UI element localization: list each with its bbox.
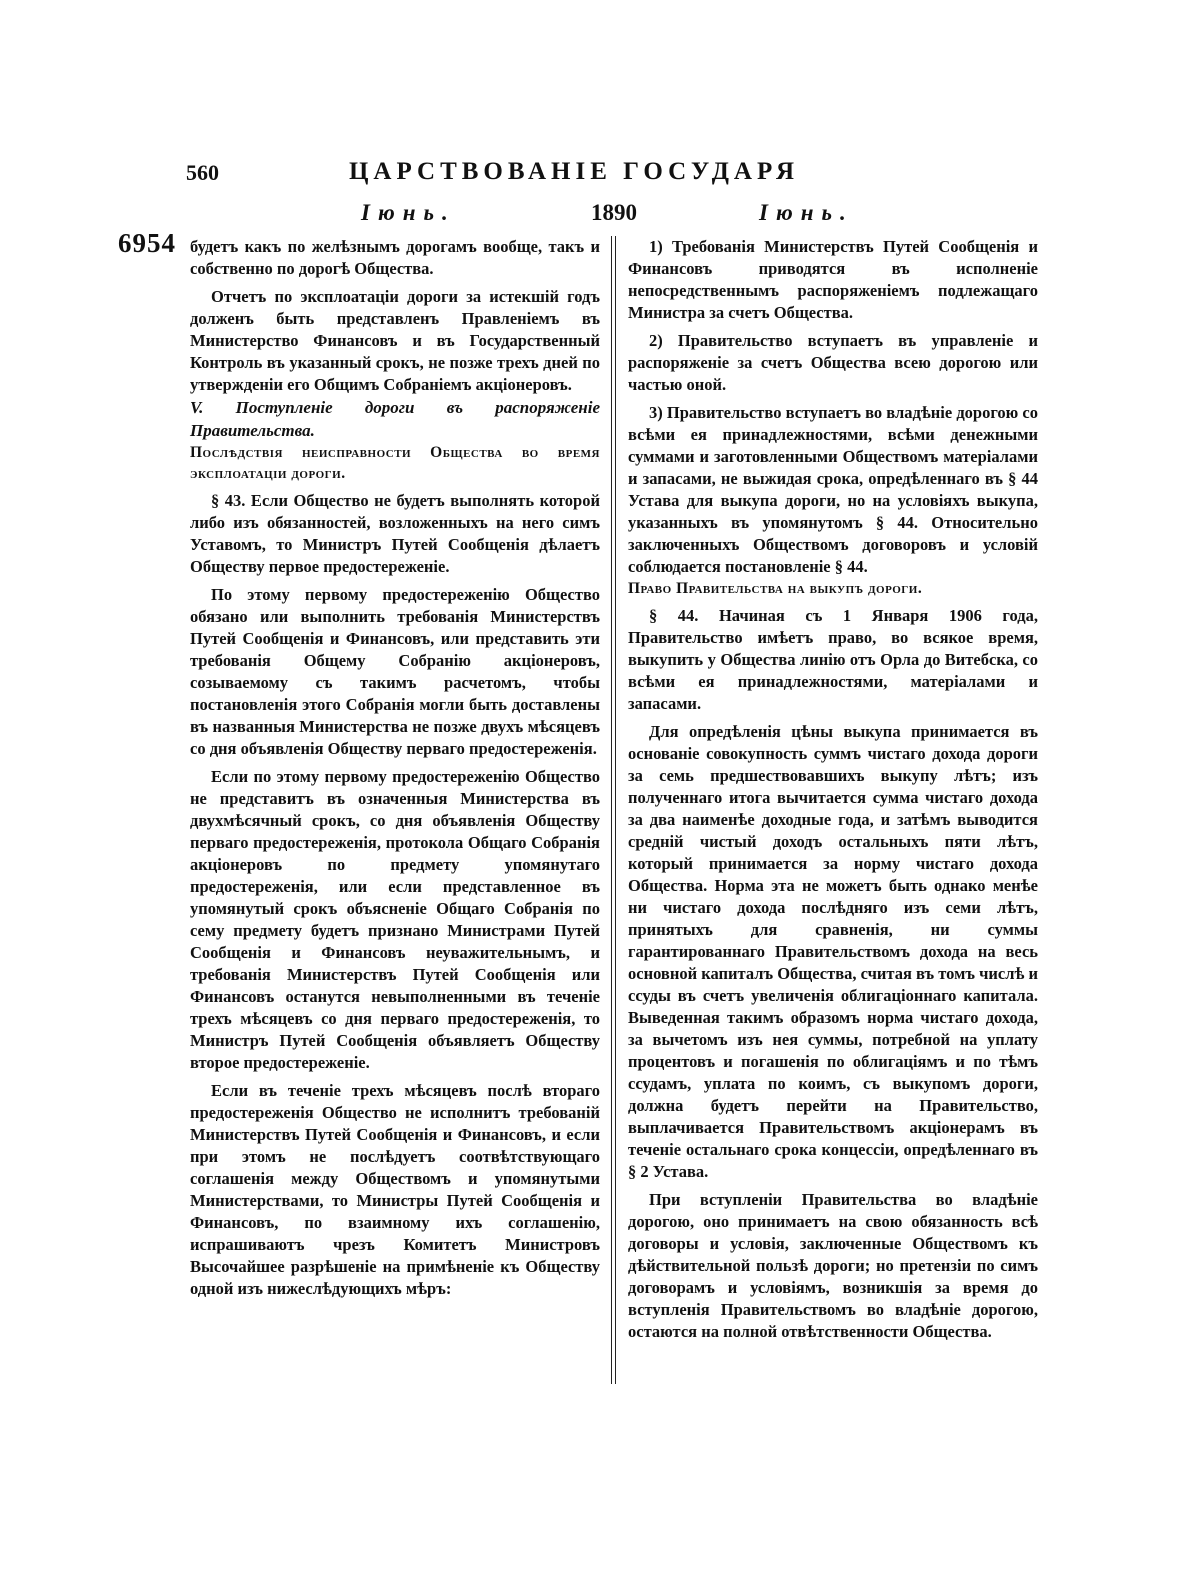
reign-title: ЦАРСТВОВАНІЕ ГОСУДАРЯ	[348, 158, 800, 185]
right-paragraph-6: При вступленіи Правительства во владѣніе дорогою, оно принимаетъ на свою обязанность всѣ договоры и условія, заключенные Обществомъ къ дѣйствительной пользѣ дороги; но претензіи по симъ договорамъ и условіямъ, возникшія за время до вступленія Правительствомъ во владѣніе дорогою, остаются на полной отвѣтственности Общества.	[628, 1190, 1038, 1341]
date-line	[186, 200, 886, 234]
right-paragraph-1: 1) Требованія Министерствъ Путей Сообщенія и Финансовъ приводятся въ исполненіе непосредственнымъ распоряженіемъ подлежащаго Министра за счетъ Общества.	[628, 237, 1038, 322]
month-left: Іюнь.	[361, 200, 456, 225]
left-paragraph-2: Отчетъ по эксплоатаціи дороги за истекшій годъ долженъ быть представленъ Правленіемъ въ Министерство Финансовъ и въ Государственный Контроль въ указанный срокъ, не позже трехъ дней по утвержденіи его Общимъ Собраніемъ акціонеровъ.	[190, 287, 600, 394]
left-paragraph-4: По этому первому предостереженію Общество обязано или выполнить требованія Министерствъ Путей Сообщенія и Финансовъ, или представить эти требованія Общему Собранію акціонеровъ, созываемому съ такимъ расчетомъ, чтобы постановленія этого Собранія могли быть доставлены въ названныя Министерства не позже двухъ мѣсяцевъ со дня объявленія Обществу перваго предостереженія.	[190, 585, 600, 758]
left-paragraph-6: Если въ теченіе трехъ мѣсяцевъ послѣ втораго предостереженія Общество не исполнитъ требованій Министерствъ Путей Сообщенія и Финансовъ, и если при этомъ не послѣдуетъ соотвѣтствующаго соглашенія между Обществомъ и упомянутыми Министерствами, то Министры Путей Сообщенія и Финансовъ, по взаимному ихъ соглашенію, испрашиваютъ чрезъ Комитетъ Министровъ Высочайшее разрѣшеніе на примѣненіе къ Обществу одной изъ нижеслѣдующихъ мѣръ:	[190, 1081, 600, 1298]
subsection-title-right: Право Правительства на выкупъ дороги.	[628, 580, 923, 597]
right-paragraph-5: Для опредѣленія цѣны выкупа принимается въ основаніе совокупность суммъ чистаго дохода дороги за семь предшествовавшихъ выкупу лѣтъ; изъ полученнаго итога вычитается сумма чистаго дохода за два наименѣе доходные года, и затѣмъ выводится средній чистый доходъ остальныхъ пяти лѣтъ, который принимается за норму чистаго дохода Общества. Норма эта не можетъ быть однако менѣе ни чистаго дохода послѣдняго изъ семи лѣтъ, принятыхъ для сравненія, ни суммы гарантированнаго Правительствомъ дохода на весь основной капиталъ Общества, считая въ томъ числѣ и ссуды въ счетъ увеличенія облигаціоннаго капитала. Выведенная такимъ образомъ норма чистаго дохода, за вычетомъ изъ нея суммы, потребной на уплату процентовъ и погашенія по облигаціямъ и по тѣмъ ссудамъ, уплата по коимъ, съ выкупомъ дороги, должна будетъ перейти на Правительство, выплачивается Правительствомъ акціонерамъ въ теченіе остальнаго срока концессіи, опредѣленнаго въ § 2 Устава.	[628, 722, 1038, 1181]
left-paragraph-5: Если по этому первому предостереженію Общество не представитъ въ означенныя Министерства въ двухмѣсячный срокъ, со дня объявленія Обществу перваго предостереженія, протокола Общаго Собранія акціонеровъ по предмету упомянутаго предостереженія, или если представленное въ упомянутый срокъ объясненіе Общаго Собранія по сему предмету будетъ признано Министрами Путей Сообщенія и Финансовъ неуважительнымъ, и требованія Министерствъ Путей Сообщенія или Финансовъ останутся невыполненными въ теченіе трехъ мѣсяцевъ со дня перваго предостереженія, то Министръ Путей Сообщенія объявляетъ Обществу второе предостереженіе.	[190, 767, 600, 1072]
page-number: 560	[186, 160, 219, 185]
subsection-title-left: Послѣдствія неисправности Общества во время эксплоатаціи дороги.	[190, 444, 600, 482]
left-paragraph-3: § 43. Если Общество не будетъ выполнять которой либо изъ обязанностей, возложенныхъ на него симъ Уставомъ, то Министръ Путей Сообщенія дѣлаетъ Обществу первое предостереженіе.	[190, 491, 600, 576]
section-title: V. Поступленіе дороги въ распоряженіе Правительства.	[190, 398, 600, 440]
year: 1890	[591, 200, 637, 225]
column-divider	[611, 236, 616, 1384]
left-paragraph-1: будетъ какъ по желѣзнымъ дорогамъ вообще, такъ и собственно по дорогѣ Общества.	[190, 237, 600, 278]
right-column	[628, 236, 1038, 1343]
month-right: Іюнь.	[759, 200, 854, 225]
running-head	[186, 160, 841, 200]
right-paragraph-3: 3) Правительство вступаетъ во владѣніе дорогою со всѣми ея принадлежностями, всѣми денежными суммами и заготовленными Обществомъ матеріалами и запасами, не выжидая срока, опредѣленнаго въ § 44 Устава для выкупа дороги, но на условіяхъ выкупа, указанныхъ въ упомянутомъ § 44. Относительно заключенныхъ Обществомъ договоровъ и условій соблюдается постановленіе § 44.	[628, 403, 1038, 576]
right-paragraph-4: § 44. Начиная съ 1 Января 1906 года, Правительство имѣетъ право, во всякое время, выкупить у Общества линію отъ Орла до Витебска, со всѣми ея принадлежностями, матеріалами и запасами.	[628, 606, 1038, 713]
right-paragraph-2: 2) Правительство вступаетъ въ управленіе и распоряженіе за счетъ Общества всею дорогою или частью оной.	[628, 331, 1038, 394]
document-number: 6954	[118, 228, 176, 258]
left-column	[190, 236, 600, 1300]
